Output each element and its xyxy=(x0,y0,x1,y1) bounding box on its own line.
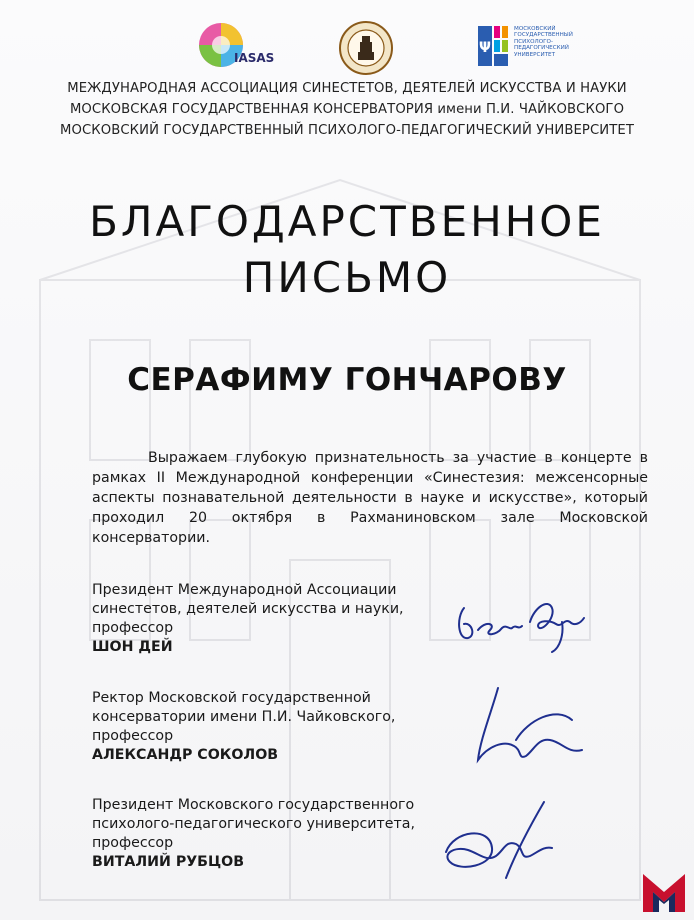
signatory-title: профессор xyxy=(92,835,174,851)
recipient-name: СЕРАФИМУ ГОНЧАРОВУ xyxy=(127,362,567,398)
letter-title xyxy=(0,194,694,306)
organization-line: МОСКОВСКИЙ ГОСУДАРСТВЕННЫЙ ПСИХОЛОГО-ПЕДАГОГИЧЕСКИЙ УНИВЕРСИТЕТ xyxy=(60,123,634,138)
conservatory-seal-icon xyxy=(338,20,394,76)
iasas-logo-text: IASAS xyxy=(234,51,275,65)
signatory-position: Президент Международной Ассоциации xyxy=(92,582,397,598)
signature-1 xyxy=(452,578,602,658)
signatory-block-2 xyxy=(92,689,472,765)
signatory-name: ВИТАЛИЙ РУБЦОВ xyxy=(92,854,245,870)
signatory-name: АЛЕКСАНДР СОКОЛОВ xyxy=(92,747,279,763)
signatory-position: психолого-педагогического университета, xyxy=(92,816,415,832)
corner-m-logo-icon xyxy=(641,870,687,914)
signatory-title: профессор xyxy=(92,620,174,636)
signatory-position: Ректор Московской государственной xyxy=(92,690,371,706)
organization-line: МЕЖДУНАРОДНАЯ АССОЦИАЦИЯ СИНЕСТЕТОВ, ДЕЯТЕЛЕЙ ИСКУССТВА И НАУКИ xyxy=(67,81,627,96)
iasas-logo xyxy=(196,18,306,76)
signatory-block-1 xyxy=(92,581,472,657)
organization-line: МОСКОВСКАЯ ГОСУДАРСТВЕННАЯ КОНСЕРВАТОРИЯ имени П.И. ЧАЙКОВСКОГО xyxy=(69,102,625,117)
letter-body: Выражаем глубокую признательность за участие в концерте в рамках II Международной конференции «Синестезия: межсенсорные аспекты познавательной деятельности в науке и искусстве», который проходил 20 октября в Рахманиновском зале Московской консерватории. xyxy=(92,450,648,546)
signature-3 xyxy=(434,796,574,888)
title-line-1: БЛАГОДАРСТВЕННОЕ xyxy=(89,197,605,246)
svg-text:Ψ: Ψ xyxy=(479,40,491,56)
mgppu-logo xyxy=(478,24,588,70)
title-line-2: ПИСЬМО xyxy=(242,253,452,302)
signature-2 xyxy=(458,680,598,775)
signatory-title: профессор xyxy=(92,728,174,744)
signatory-position: синестетов, деятелей искусства и науки, xyxy=(92,601,404,617)
mgppu-logo-text: МОСКОВСКИЙ ГОСУДАРСТВЕННЫЙ ПСИХОЛОГО-ПЕДАГОГИЧЕСКИЙ УНИВЕРСИТЕТ xyxy=(514,26,573,58)
signatory-name: ШОН ДЕЙ xyxy=(92,639,173,655)
signatory-position: консерватории имени П.И. Чайковского, xyxy=(92,709,396,725)
logos-row xyxy=(0,18,694,76)
organizations-block xyxy=(0,78,694,141)
signatory-position: Президент Московского государственного xyxy=(92,797,415,813)
signatory-block-3 xyxy=(92,796,472,872)
